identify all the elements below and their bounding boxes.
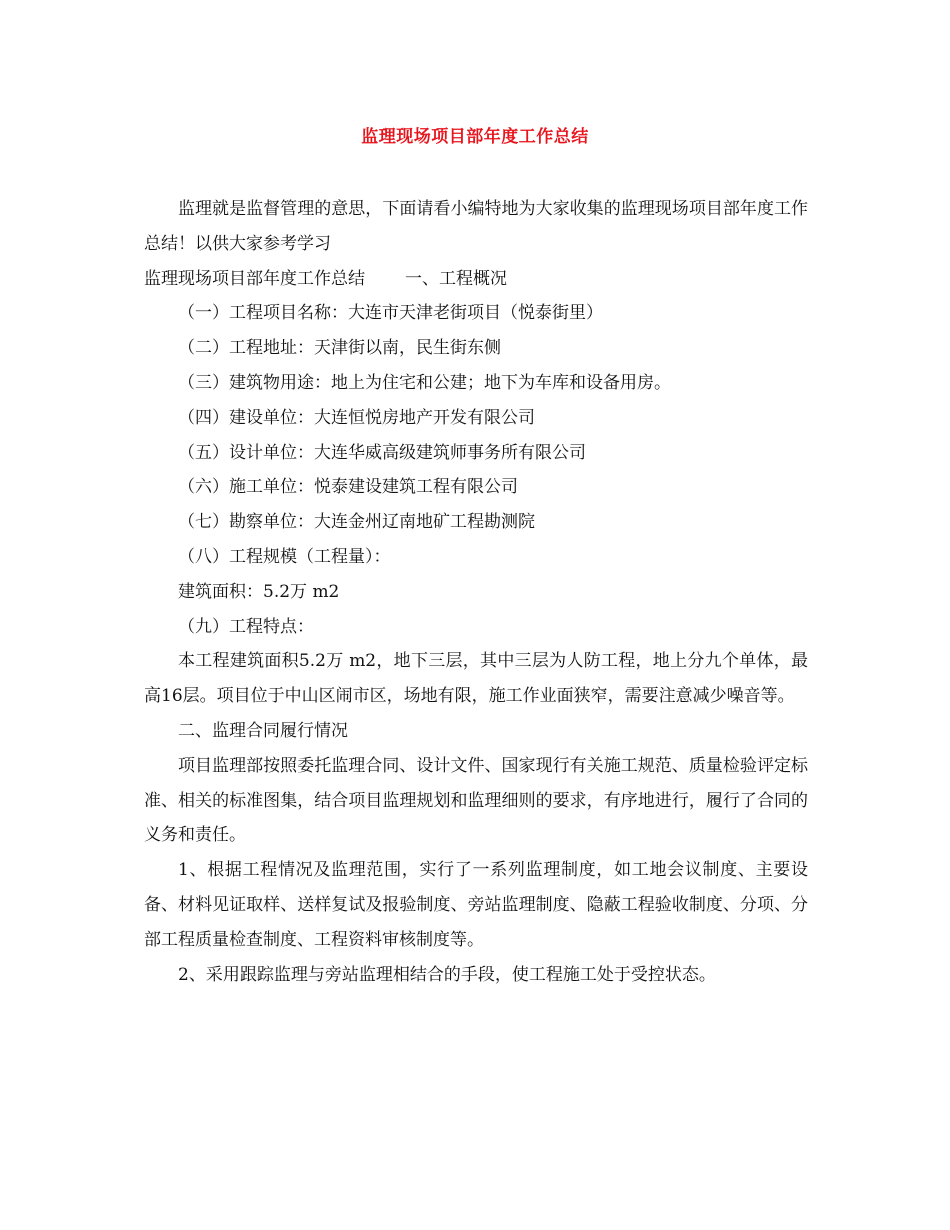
overview-item: （五）设计单位：大连华威高级建筑师事务所有限公司 xyxy=(178,442,586,463)
overview-item: （一）工程项目名称：大连市天津老街项目（悦泰街里） xyxy=(178,303,603,324)
point-1-paragraph: 1、根据工程情况及监理范围，实行了一系列监理制度，如工地会议制度、主要设备、材料见证取样、送样复试及报验制度、旁站监理制度、隐蔽工程验收制度、分项、分部工程质量检查制度、工程资料审核制度等。 xyxy=(144,860,808,950)
overview-item: （六）施工单位：悦泰建设建筑工程有限公司 xyxy=(178,477,518,498)
overview-item: （七）勘察单位：大连金州辽南地矿工程勘测院 xyxy=(178,512,535,533)
document-body xyxy=(144,192,808,992)
features-paragraph: 本工程建筑面积5.2万 m2，地下三层，其中三层为人防工程，地上分九个单体，最高16层。项目位于中山区闹市区，场地有限，施工作业面狭窄，需要注意减少噪音等。 xyxy=(144,651,808,707)
overview-item: （三）建筑物用途：地上为住宅和公建；地下为车库和设备用房。 xyxy=(178,372,671,393)
section2-heading: 二、监理合同履行情况 xyxy=(178,720,348,741)
section2-paragraph: 项目监理部按照委托监理合同、设计文件、国家现行有关施工规范、质量检验评定标准、相关的标准图集，结合项目监理规划和监理细则的要求，有序地进行，履行了合同的义务和责任。 xyxy=(144,755,808,846)
document-title: 监理现场项目部年度工作总结 xyxy=(361,127,589,147)
intro-paragraph: 监理就是监督管理的意思，下面请看小编特地为大家收集的监理现场项目部年度工作总结！以供大家参考学习 xyxy=(144,199,808,254)
overview-item: （二）工程地址：天津街以南，民生街东侧 xyxy=(178,338,501,359)
overview-item: （九）工程特点： xyxy=(178,616,314,637)
section1-heading: 一、工程概况 xyxy=(405,268,507,289)
overview-item: （四）建设单位：大连恒悦房地产开发有限公司 xyxy=(178,407,535,428)
point-2-paragraph: 2、采用跟踪监理与旁站监理相结合的手段，使工程施工处于受控状态。 xyxy=(178,964,716,985)
heading-line-left: 监理现场项目部年度工作总结 xyxy=(144,268,365,289)
overview-item: 建筑面积：5.2万 m2 xyxy=(178,581,340,602)
heading-line xyxy=(144,262,808,297)
overview-item: （八）工程规模（工程量）： xyxy=(178,546,391,567)
